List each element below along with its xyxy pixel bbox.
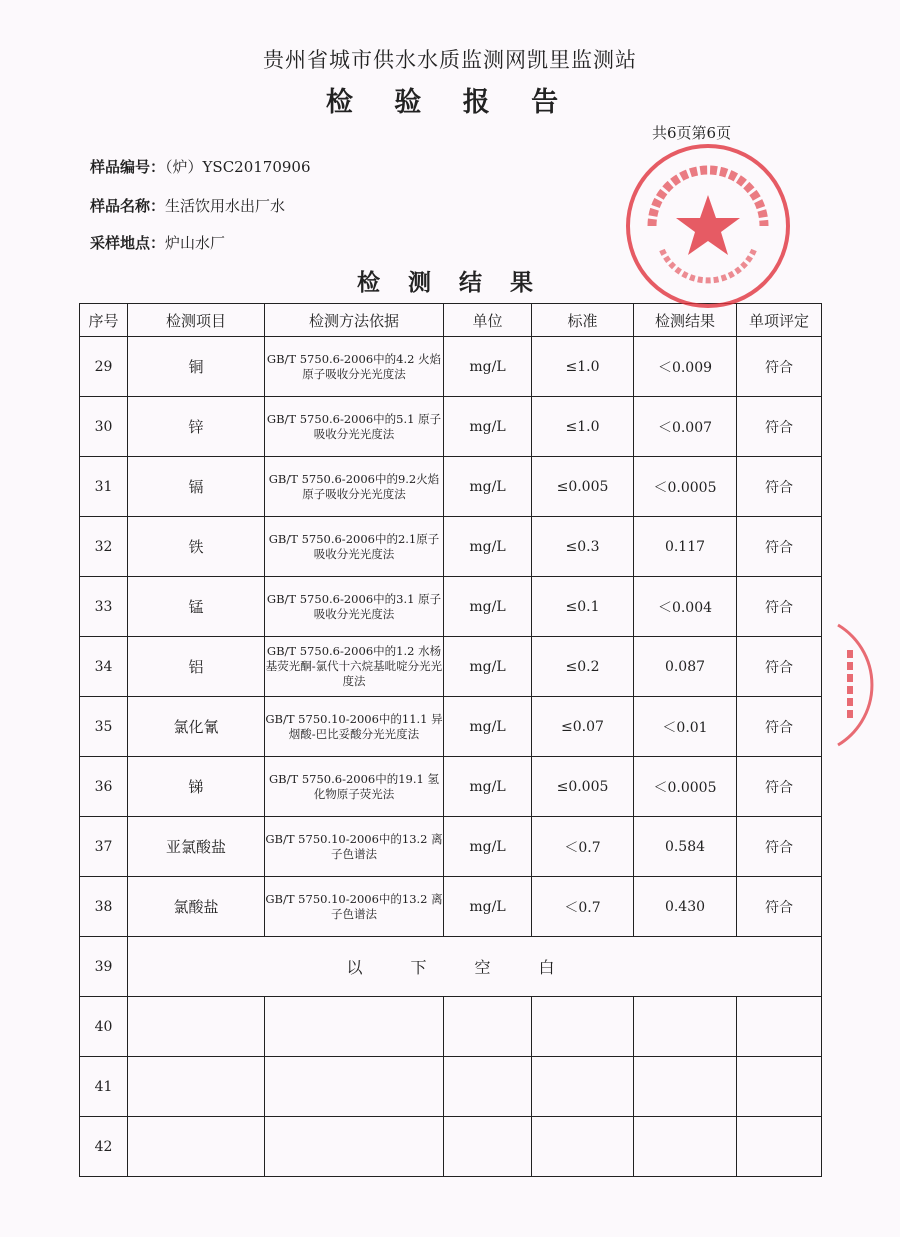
row-number: 42 (80, 1117, 128, 1177)
sample-number-label: 样品编号： (90, 158, 166, 176)
header-method: 检测方法依据 (265, 304, 444, 337)
sample-name (90, 195, 285, 216)
table-row (80, 817, 822, 877)
empty-cell (532, 1117, 634, 1177)
table-row (80, 337, 822, 397)
test-result: ＜0.004 (634, 577, 737, 637)
standard-limit: ≤0.005 (532, 757, 634, 817)
document-title: 检 验 报 告 (325, 87, 575, 118)
evaluation: 符合 (737, 337, 822, 397)
header-item: 检测项目 (128, 304, 265, 337)
test-item: 氯化氰 (128, 697, 265, 757)
unit: mg/L (444, 457, 532, 517)
empty-cell (444, 1117, 532, 1177)
evaluation: 符合 (737, 517, 822, 577)
row-number: 37 (80, 817, 128, 877)
table-row-empty (80, 1117, 822, 1177)
unit: mg/L (444, 577, 532, 637)
row-number: 34 (80, 637, 128, 697)
evaluation: 符合 (737, 817, 822, 877)
evaluation: 符合 (737, 397, 822, 457)
table-row-empty (80, 1057, 822, 1117)
table-row (80, 757, 822, 817)
test-method: GB/T 5750.10-2006中的13.2 离子色谱法 (265, 877, 444, 937)
test-method: GB/T 5750.6-2006中的2.1原子吸收分光光度法 (265, 517, 444, 577)
empty-cell (532, 1057, 634, 1117)
row-number: 35 (80, 697, 128, 757)
test-method: GB/T 5750.10-2006中的11.1 异烟酸-巴比妥酸分光光度法 (265, 697, 444, 757)
empty-cell (737, 997, 822, 1057)
sampling-site (90, 232, 225, 253)
test-item: 镉 (128, 457, 265, 517)
standard-limit: ≤0.005 (532, 457, 634, 517)
test-result: ＜0.0005 (634, 457, 737, 517)
standard-limit: ≤0.3 (532, 517, 634, 577)
test-result: ＜0.01 (634, 697, 737, 757)
evaluation: 符合 (737, 877, 822, 937)
row-number: 29 (80, 337, 128, 397)
empty-cell (532, 997, 634, 1057)
table-row (80, 697, 822, 757)
row-number: 41 (80, 1057, 128, 1117)
sample-number-value: （炉）YSC20170906 (165, 158, 311, 176)
evaluation: 符合 (737, 577, 822, 637)
standard-limit: ≤0.07 (532, 697, 634, 757)
table-row (80, 877, 822, 937)
table-row-note (80, 937, 822, 997)
test-result: ＜0.0005 (634, 757, 737, 817)
empty-cell (737, 1117, 822, 1177)
sample-name-value: 生活饮用水出厂水 (165, 197, 286, 215)
evaluation: 符合 (737, 697, 822, 757)
test-item: 锰 (128, 577, 265, 637)
test-result: ＜0.007 (634, 397, 737, 457)
row-number: 39 (80, 937, 128, 997)
test-result: 0.430 (634, 877, 737, 937)
test-method: GB/T 5750.6-2006中的9.2火焰原子吸收分光光度法 (265, 457, 444, 517)
partial-seal-edge (828, 620, 888, 750)
results-table (79, 303, 822, 1177)
standard-limit: ≤0.2 (532, 637, 634, 697)
sample-number (90, 156, 311, 177)
table-row (80, 637, 822, 697)
standard-limit: ＜0.7 (532, 817, 634, 877)
test-method: GB/T 5750.6-2006中的3.1 原子吸收分光光度法 (265, 577, 444, 637)
empty-cell (634, 1117, 737, 1177)
header-eval: 单项评定 (737, 304, 822, 337)
blank-below-note: 以下空白 (128, 937, 822, 997)
empty-cell (128, 1057, 265, 1117)
empty-cell (444, 997, 532, 1057)
test-item: 亚氯酸盐 (128, 817, 265, 877)
unit: mg/L (444, 757, 532, 817)
test-item: 铁 (128, 517, 265, 577)
unit: mg/L (444, 337, 532, 397)
row-number: 36 (80, 757, 128, 817)
evaluation: 符合 (737, 637, 822, 697)
table-row (80, 397, 822, 457)
evaluation: 符合 (737, 757, 822, 817)
empty-cell (265, 997, 444, 1057)
standard-limit: ≤1.0 (532, 397, 634, 457)
unit: mg/L (444, 637, 532, 697)
test-method: GB/T 5750.6-2006中的4.2 火焰原子吸收分光光度法 (265, 337, 444, 397)
empty-cell (737, 1057, 822, 1117)
empty-cell (634, 997, 737, 1057)
test-method: GB/T 5750.6-2006中的19.1 氢化物原子荧光法 (265, 757, 444, 817)
unit: mg/L (444, 877, 532, 937)
empty-cell (634, 1057, 737, 1117)
empty-cell (128, 1117, 265, 1177)
header-standard: 标准 (532, 304, 634, 337)
standard-limit: ≤1.0 (532, 337, 634, 397)
empty-cell (265, 1117, 444, 1177)
page-indicator: 共6页第6页 (652, 124, 732, 142)
test-item: 锑 (128, 757, 265, 817)
results-title: 检 测 结 果 (356, 269, 544, 296)
test-item: 锌 (128, 397, 265, 457)
row-number: 30 (80, 397, 128, 457)
header-no: 序号 (80, 304, 128, 337)
sampling-site-label: 采样地点： (90, 234, 166, 252)
header-row (80, 304, 822, 337)
test-method: GB/T 5750.6-2006中的1.2 水杨基荧光酮-氯代十六烷基吡啶分光光度法 (265, 637, 444, 697)
row-number: 32 (80, 517, 128, 577)
test-method: GB/T 5750.6-2006中的5.1 原子吸收分光光度法 (265, 397, 444, 457)
empty-cell (265, 1057, 444, 1117)
row-number: 31 (80, 457, 128, 517)
row-number: 40 (80, 997, 128, 1057)
row-number: 38 (80, 877, 128, 937)
test-item: 铜 (128, 337, 265, 397)
test-item: 铝 (128, 637, 265, 697)
empty-cell (444, 1057, 532, 1117)
header-unit: 单位 (444, 304, 532, 337)
empty-cell (128, 997, 265, 1057)
test-item: 氯酸盐 (128, 877, 265, 937)
standard-limit: ≤0.1 (532, 577, 634, 637)
test-result: ＜0.009 (634, 337, 737, 397)
test-result: 0.087 (634, 637, 737, 697)
unit: mg/L (444, 697, 532, 757)
test-method: GB/T 5750.10-2006中的13.2 离子色谱法 (265, 817, 444, 877)
table-row-empty (80, 997, 822, 1057)
unit: mg/L (444, 817, 532, 877)
unit: mg/L (444, 397, 532, 457)
table-row (80, 517, 822, 577)
header-result: 检测结果 (634, 304, 737, 337)
sampling-site-value: 炉山水厂 (165, 234, 226, 252)
test-result: 0.584 (634, 817, 737, 877)
sample-name-label: 样品名称： (90, 197, 166, 215)
table-row (80, 457, 822, 517)
evaluation: 符合 (737, 457, 822, 517)
test-result: 0.117 (634, 517, 737, 577)
unit: mg/L (444, 517, 532, 577)
organization-name: 贵州省城市供水水质监测网凯里监测站 (263, 48, 637, 72)
standard-limit: ＜0.7 (532, 877, 634, 937)
table-row (80, 577, 822, 637)
row-number: 33 (80, 577, 128, 637)
